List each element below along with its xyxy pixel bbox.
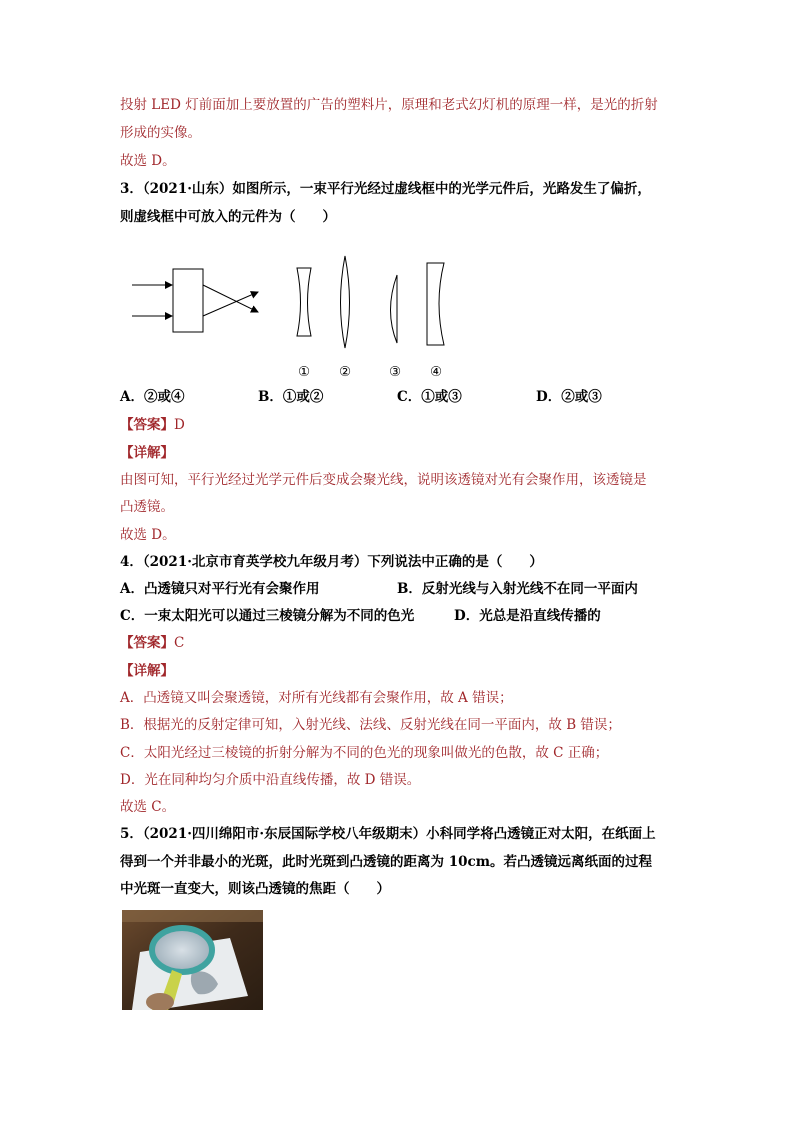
q5-stem-line-1: 5．（2021·四川绵阳市·东辰国际学校八年级期末）小科同学将凸透镜正对太阳，在纸面上 [120,826,656,842]
magnifier-photo [122,910,263,1010]
q4-detail-tag: 【详解】 [120,663,174,679]
q3-detail-tag: 【详解】 [120,445,174,461]
q3-conclusion: 故选 D。 [120,527,176,543]
q3-option-b: B．①或② [258,389,324,405]
prev-conclusion: 故选 D。 [120,153,176,169]
prev-explanation-line-1: 投射 LED 灯前面加上要放置的广告的塑料片，原理和老式幻灯机的原理一样，是光的折射 [120,97,658,113]
q3-option-d: D．②或③ [536,389,602,405]
q4-option-a: A．凸透镜只对平行光有会聚作用 [120,581,320,597]
q3-answer-line [120,416,185,434]
figure-label-3: ③ [389,364,402,380]
q4-detail-d: D．光在同种均匀介质中沿直线传播，故 D 错误。 [120,772,421,788]
lens-1-concave [297,268,311,336]
q4-conclusion: 故选 C。 [120,799,176,815]
outgoing-ray-2 [203,292,258,316]
q4-detail-a: A．凸透镜又叫会聚透镜，对所有光线都有会聚作用，故 A 错误； [120,690,513,706]
figure-label-4: ④ [430,364,443,380]
q3-detail-line-2: 凸透镜。 [120,499,174,515]
q4-option-b: B．反射光线与入射光线不在同一平面内 [397,581,638,597]
q3-answer-value: D [174,417,185,433]
q3-option-c: C．①或③ [397,389,462,405]
prev-explanation-line-2: 形成的实像。 [120,125,201,141]
q4-answer-line [120,634,184,652]
figure-label-2: ② [339,364,352,380]
q5-stem-line-2: 得到一个并非最小的光斑，此时光斑到凸透镜的距离为 10cm。若凸透镜远离纸面的过程 [120,854,652,870]
q3-optics-figure [128,248,458,380]
q3-stem-line-1: 3．（2021·山东）如图所示，一束平行光经过虚线框中的光学元件后，光路发生了偏折， [120,181,651,197]
q4-detail-c: C．太阳光经过三棱镜的折射分解为不同的色光的现象叫做光的色散，故 C 正确； [120,745,609,761]
q3-stem-line-2: 则虚线框中可放入的元件为（ ） [120,209,336,225]
q4-stem: 4．（2021·北京市育英学校九年级月考）下列说法中正确的是（ ） [120,554,543,570]
q4-answer-value: C [174,635,185,651]
q4-option-d: D．光总是沿直线传播的 [454,608,601,624]
q3-detail-line-1: 由图可知，平行光经过光学元件后变成会聚光线，说明该透镜对光有会聚作用，该透镜是 [120,472,647,488]
q5-stem-line-3: 中光斑一直变大，则该凸透镜的焦距（ ） [120,881,390,897]
q4-detail-b: B．根据光的反射定律可知，入射光线、法线、反射光线在同一平面内，故 B 错误； [120,717,621,733]
element-box [173,269,203,332]
figure-label-1: ① [298,364,311,380]
q3-option-a: A．②或④ [120,389,185,405]
lens-3-plano-convex [391,275,398,343]
lens-4-plano-concave [427,263,444,345]
outgoing-ray-1 [203,285,258,312]
q4-answer-tag: 【答案】 [120,635,174,651]
q4-option-c: C．一束太阳光可以通过三棱镜分解为不同的色光 [120,608,415,624]
q3-answer-tag: 【答案】 [120,417,174,433]
lens-2-biconvex [341,256,350,348]
